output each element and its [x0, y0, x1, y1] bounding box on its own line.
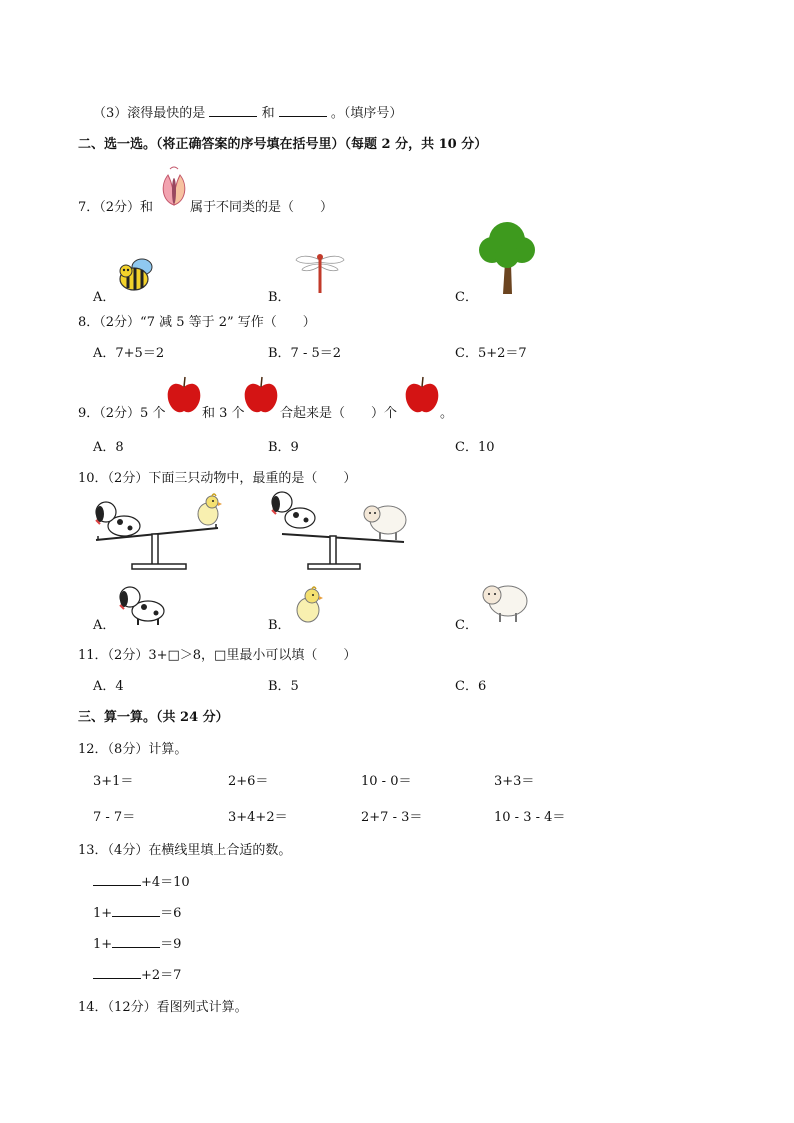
bee-icon — [116, 255, 158, 295]
q10-stem: 10．（2分）下面三只动物中，最重的是（ ） — [78, 471, 357, 486]
q10-option-b[interactable]: B． — [268, 618, 291, 633]
balance-dog-sheep-illustration — [266, 488, 412, 572]
q8-option-a[interactable]: A．7+5＝2 — [93, 346, 165, 361]
q12-item[interactable]: 2+6＝ — [228, 774, 269, 789]
q9-option-b[interactable]: B．9 — [268, 440, 299, 455]
q7-stem-start: 7．（2分）和 — [78, 200, 154, 215]
answer-blank[interactable] — [209, 104, 257, 117]
dog-icon — [116, 585, 168, 625]
q13-stem: 13．（4分）在横线里填上合适的数。 — [78, 843, 292, 858]
q9-option-c[interactable]: C．10 — [455, 440, 495, 455]
q13-line1: +4＝10 — [93, 871, 190, 890]
q6-line3: （3）滚得最快的是 和 。（填序号） — [93, 106, 403, 121]
q13-line2: 1+ ＝6 — [93, 906, 182, 921]
answer-blank[interactable] — [112, 935, 160, 948]
q13-line3: 1+ ＝9 — [93, 937, 182, 952]
bird-icon — [198, 494, 222, 525]
sheep-icon — [364, 506, 406, 540]
tree-icon — [478, 218, 536, 294]
q11-option-c[interactable]: C．6 — [455, 679, 487, 694]
q14-stem: 14．（12分）看图列式计算。 — [78, 1000, 248, 1015]
q7-option-a[interactable]: A． — [93, 290, 116, 305]
q7-option-c[interactable]: C． — [455, 290, 478, 305]
q10-option-c[interactable]: C． — [455, 618, 478, 633]
q12-item[interactable]: 3+3＝ — [494, 774, 535, 789]
q9-stem-part1: 9．（2分）5 个 — [78, 406, 166, 421]
dog-icon — [272, 492, 315, 528]
q9-option-a[interactable]: A．8 — [93, 440, 124, 455]
q9-stem-part4: 。 — [440, 406, 454, 421]
apple-icon — [243, 375, 279, 415]
apple-icon — [404, 375, 440, 415]
dog-icon — [96, 502, 140, 536]
q8-stem: 8．（2分）“7 减 5 等于 2” 写作（ ） — [78, 315, 316, 330]
q8-option-c[interactable]: C．5+2＝7 — [455, 346, 527, 361]
apple-icon — [166, 375, 202, 415]
bird-icon — [292, 586, 324, 624]
answer-blank[interactable] — [93, 873, 141, 886]
dragonfly-icon — [294, 250, 346, 296]
q9-stem-part2: 和 3 个 — [202, 406, 245, 421]
q12-item[interactable]: 2+7 - 3＝ — [361, 810, 423, 825]
section3-title: 三、算一算。（共 24 分） — [78, 710, 229, 725]
q12-item[interactable]: 7 - 7＝ — [93, 810, 136, 825]
q12-stem: 12．（8分）计算。 — [78, 742, 188, 757]
butterfly-icon — [158, 165, 190, 210]
q7-stem-end: 属于不同类的是（ ） — [190, 200, 334, 215]
q9-stem-part3: 合起来是（ ）个 — [280, 406, 398, 421]
q12-item[interactable]: 10 - 0＝ — [361, 774, 412, 789]
q7-option-b[interactable]: B． — [268, 290, 291, 305]
section2-title: 二、选一选。（将正确答案的序号填在括号里）（每题 2 分，共 10 分） — [78, 137, 488, 152]
q11-option-b[interactable]: B．5 — [268, 679, 299, 694]
q12-item[interactable]: 3+4+2＝ — [228, 810, 288, 825]
answer-blank[interactable] — [112, 904, 160, 917]
answer-blank[interactable] — [279, 104, 327, 117]
balance-dog-bird-illustration — [92, 490, 232, 572]
q13-line4: +2＝7 — [93, 964, 181, 983]
q12-item[interactable]: 10 - 3 - 4＝ — [494, 810, 566, 825]
answer-blank[interactable] — [93, 966, 141, 979]
sheep-icon — [478, 577, 528, 623]
q11-stem: 11．（2分）3+□＞8，□里最小可以填（ ） — [78, 648, 357, 663]
q10-option-a[interactable]: A． — [93, 618, 116, 633]
q8-option-b[interactable]: B．7 - 5＝2 — [268, 346, 342, 361]
q12-item[interactable]: 3+1＝ — [93, 774, 134, 789]
q11-option-a[interactable]: A．4 — [93, 679, 124, 694]
